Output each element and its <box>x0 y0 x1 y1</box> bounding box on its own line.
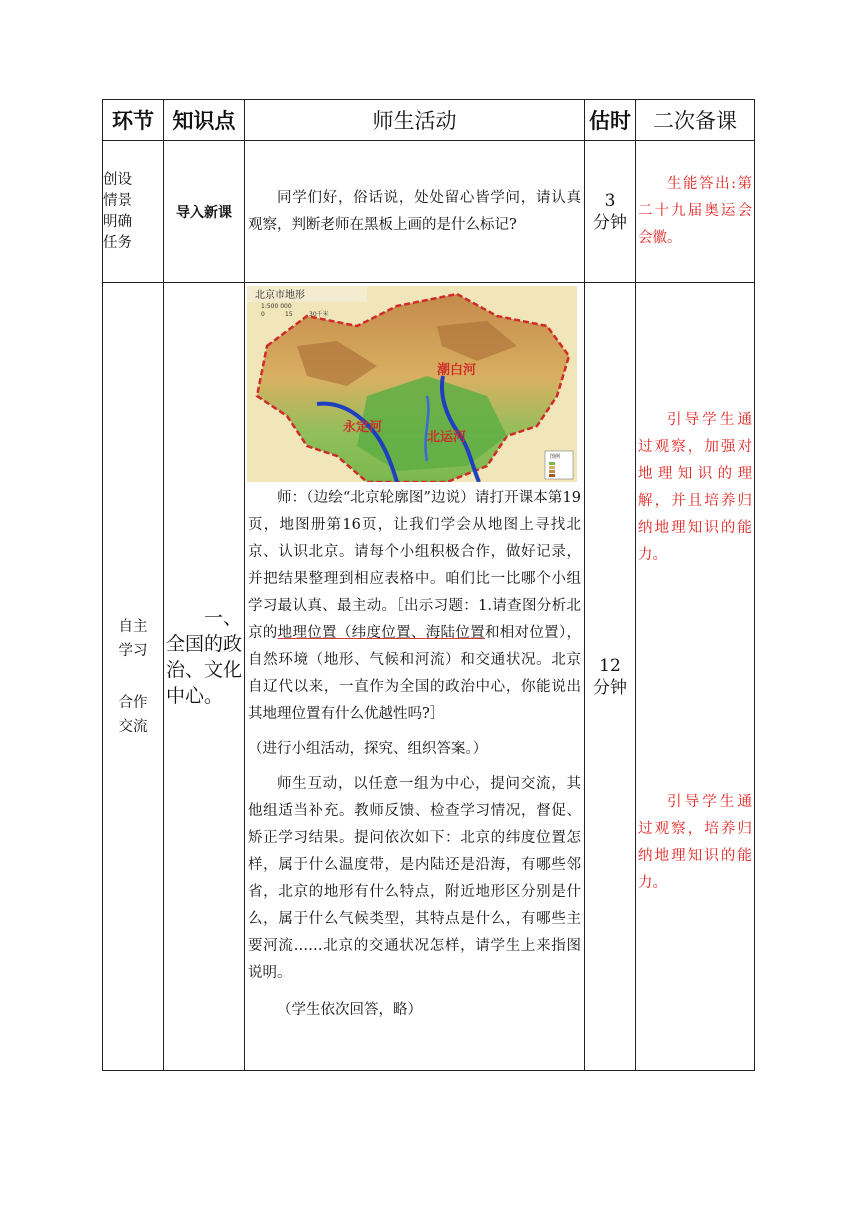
activity-underlined-text: 地理位置（纬度位置、 <box>277 625 426 641</box>
stage-spacer <box>103 663 163 691</box>
header-notes: 二次备课 <box>636 100 755 141</box>
activity-cell <box>245 141 585 283</box>
map-scale-tick: 30千米 <box>309 311 329 318</box>
stage-line: 交流 <box>118 718 148 735</box>
notes-cell <box>636 141 755 283</box>
stage-line: 合作 <box>118 694 148 711</box>
table-row-intro <box>103 141 755 283</box>
river-label-chaobai: 潮白河 <box>437 363 477 378</box>
map-title: 北京市地形 <box>255 290 305 301</box>
activity-paragraph-2: （进行小组活动，探究、组织答案。） <box>248 741 488 757</box>
time-cell <box>585 283 636 1071</box>
map-scale: 1:500 000 <box>261 303 292 310</box>
header-activity: 师生活动 <box>245 100 585 141</box>
knowledge-cell <box>164 283 245 1071</box>
lesson-plan-table <box>102 99 755 1071</box>
stage-line: 明确 <box>103 213 132 230</box>
activity-underlined-text: 海陆位置 <box>425 625 485 641</box>
note-text: 引导学生通过观察，培养归纳地理知识的能力。 <box>638 794 752 891</box>
header-row <box>103 100 755 141</box>
note-text: 引导学生通过观察，加强对地理知识的理解，并且培养归纳地理知识的能力。 <box>638 412 752 563</box>
map-scale-tick: 15 <box>285 311 293 318</box>
activity-cell <box>245 283 585 1071</box>
activity-paragraph-3: 师生互动，以任意一组为中心，提问交流，其他组适当补充。教师反馈、检查学习情况，督促、矫正学习结果。提问依次如下：北京的纬度位置怎样，属于什么温度带，是内陆还是沿海，有哪些邻省，北京的地形有什么特点，附近地形区分别是什么，属于什么气候类型，其特点是什么，有哪些主要河流……北京的交通状况怎样，请学生上来指图说明。 <box>248 776 581 981</box>
map-scale-tick: 0 <box>261 311 265 318</box>
notes-cell <box>636 283 755 1071</box>
time-value: 3 <box>604 190 616 211</box>
activity-paragraph-1 <box>245 485 584 728</box>
header-knowledge: 知识点 <box>164 100 245 141</box>
stage-line: 创设 <box>103 171 132 188</box>
knowledge-cell: 导入新课 <box>164 141 245 283</box>
stage-line: 情景 <box>103 192 132 209</box>
stage-cell <box>103 141 164 283</box>
activity-text: 和相对位置），自然环境（地形、气候和河流）和交通状况。北京自辽代以来，一直作为全国的政治中心，你能说出其地理位置有什么优越性吗?］ <box>248 625 582 722</box>
note-text: 生能答出:第二十九届奥运会会徽。 <box>638 176 752 246</box>
activity-text: 师：（边绘“北京轮廓图”边说）请打开课本第19页，地图册第16页，让我们学会从地图上寻找北京、认识北京。请每个小组积极合作，做好记录，并把结果整理到相应表格中。咱们比一比哪个小组学习最认真、最主动。［出示习题：1.请查图分析北京的 <box>248 490 581 641</box>
stage-cell <box>103 283 164 1071</box>
stage-line: 任务 <box>103 234 132 251</box>
river-label-yongding: 永定河 <box>343 420 383 435</box>
map-graphic <box>247 286 577 482</box>
time-unit: 分钟 <box>593 212 627 233</box>
beijing-terrain-map <box>247 286 577 482</box>
stage-line: 学习 <box>118 642 148 659</box>
header-stage: 环节 <box>103 100 164 141</box>
map-legend-title: 图例 <box>550 454 561 460</box>
time-unit: 分钟 <box>593 677 627 698</box>
table-row-study <box>103 283 755 1071</box>
time-value: 12 <box>599 655 621 676</box>
time-cell <box>585 141 636 283</box>
stage-line: 自主 <box>118 618 148 635</box>
river-label-beiyun: 北运河 <box>427 430 467 445</box>
activity-text: 同学们好，俗话说，处处留心皆学问，请认真观察，判断老师在黑板上画的是什么标记? <box>248 189 581 233</box>
header-time: 估时 <box>585 100 636 141</box>
knowledge-text: 一、全国的政治、文化中心。 <box>166 606 243 707</box>
activity-paragraph-4: （学生依次回答，略） <box>277 1002 422 1018</box>
